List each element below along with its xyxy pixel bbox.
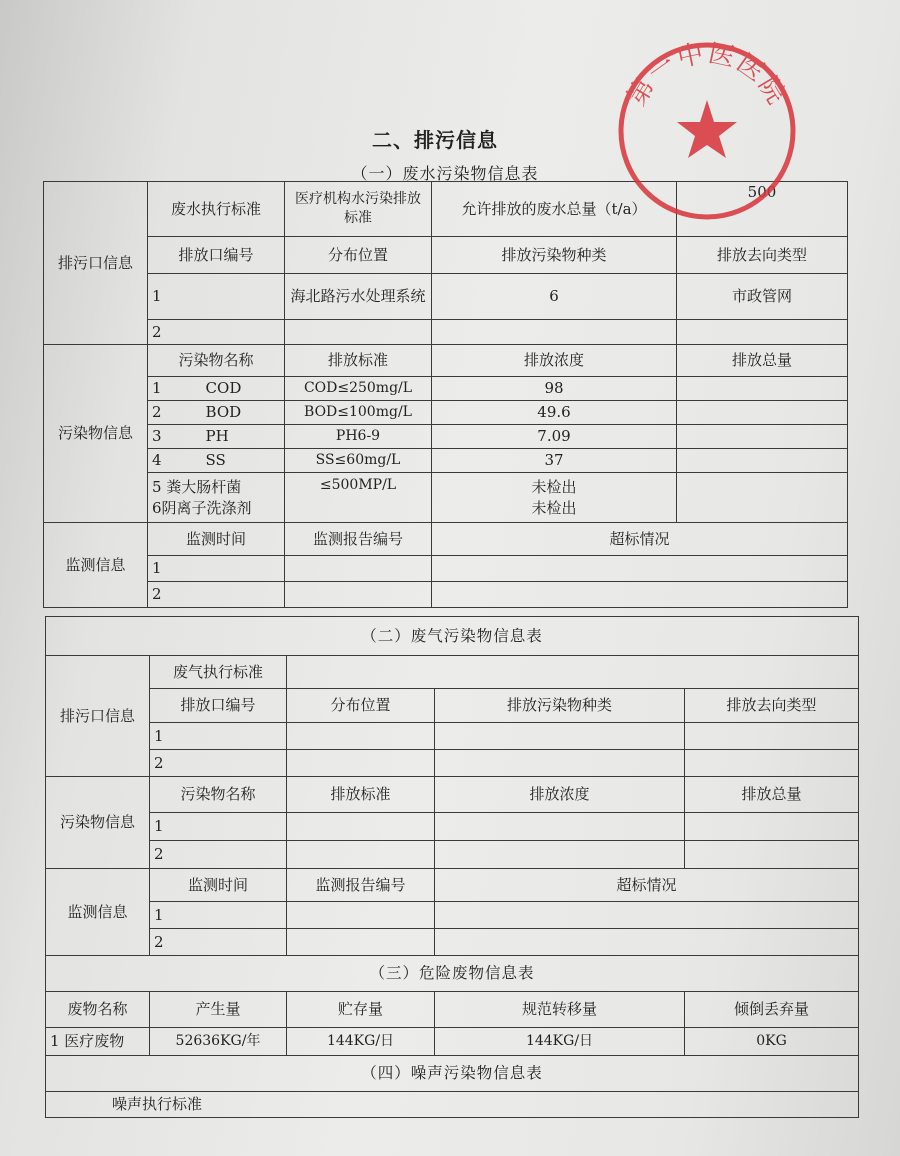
pollutant-6-conc: 未检出 (531, 498, 577, 517)
air-std-value (287, 656, 859, 689)
pollutant-name: BOD (205, 403, 242, 422)
water-pollutant-header-total: 排放总量 (677, 345, 848, 377)
noise-std-label: 噪声执行标准 (46, 1092, 859, 1118)
empty-cell (677, 401, 848, 425)
air-pollutant-header-name: 污染物名称 (150, 777, 287, 813)
empty-cell (677, 473, 848, 523)
hazard-header-stored: 贮存量 (287, 992, 435, 1028)
pollutant-no: 3 (152, 427, 162, 446)
empty-cell (435, 841, 685, 869)
hazard-row-transferred: 144KG/日 (435, 1028, 685, 1056)
page-title: 二、排污信息 (372, 128, 498, 152)
empty-cell (285, 556, 432, 582)
air-outlet-header-kinds: 排放污染物种类 (435, 689, 685, 723)
water-monitor-header-exceed: 超标情况 (432, 523, 848, 556)
air-monitor-row-1: 1 (150, 902, 287, 929)
water-allowed-value: 500 (677, 182, 848, 237)
pollutant-row-5-6-conc (432, 473, 677, 523)
pollutant-no: 2 (152, 403, 162, 422)
hazard-header-dumped: 倾倒丢弃量 (685, 992, 859, 1028)
air-outlet-header-no: 排放口编号 (150, 689, 287, 723)
empty-cell (685, 750, 859, 777)
empty-cell (287, 929, 435, 956)
hazard-row-dumped: 0KG (685, 1028, 859, 1056)
water-outlet-1-location: 海北路污水处理系统 (285, 274, 432, 320)
water-pollutant-header-standard: 排放标准 (285, 345, 432, 377)
empty-cell (677, 320, 848, 345)
seal-lettering: 第一中医医院 (621, 38, 793, 112)
water-monitor-row-1: 1 (148, 556, 285, 582)
pollutant-6-name: 6阴离子洗涤剂 (152, 498, 252, 517)
empty-cell (432, 556, 848, 582)
pollutant-row-4-conc: 37 (432, 449, 677, 473)
empty-cell (685, 841, 859, 869)
water-monitor-header-report: 监测报告编号 (285, 523, 432, 556)
noise-table-heading: （四）噪声污染物信息表 (46, 1056, 859, 1092)
empty-cell (285, 320, 432, 345)
air-pollutant-group-label: 污染物信息 (46, 777, 150, 869)
air-outlet-row-2: 2 (150, 750, 287, 777)
empty-cell (677, 425, 848, 449)
water-monitor-row-2: 2 (148, 582, 285, 608)
hazard-header-name: 废物名称 (46, 992, 150, 1028)
empty-cell (685, 813, 859, 841)
empty-cell (432, 582, 848, 608)
water-allowed-label: 允许排放的废水总量（t/a） (432, 182, 677, 237)
pollutant-5-name: 5 粪大肠杆菌 (152, 478, 242, 497)
empty-cell (287, 902, 435, 929)
air-table-heading: （二）废气污染物信息表 (46, 617, 859, 656)
hazard-header-produced: 产生量 (150, 992, 287, 1028)
water-outlet-1-no: 1 (148, 274, 285, 320)
air-outlet-group-label: 排污口信息 (46, 656, 150, 777)
empty-cell (287, 750, 435, 777)
air-pollutant-header-standard: 排放标准 (287, 777, 435, 813)
air-monitor-header-report: 监测报告编号 (287, 869, 435, 902)
air-monitor-header-time: 监测时间 (150, 869, 287, 902)
empty-cell (285, 582, 432, 608)
empty-cell (287, 841, 435, 869)
water-pollutant-header-name: 污染物名称 (148, 345, 285, 377)
pollutant-row-2-conc: 49.6 (432, 401, 677, 425)
air-monitor-header-exceed: 超标情况 (435, 869, 859, 902)
air-monitor-group-label: 监测信息 (46, 869, 150, 956)
pollutant-row-4-name (148, 449, 285, 473)
air-pollutant-row-1: 1 (150, 813, 287, 841)
empty-cell (435, 929, 859, 956)
empty-cell (435, 723, 685, 750)
empty-cell (677, 377, 848, 401)
pollutant-5-conc: 未检出 (531, 478, 577, 497)
air-outlet-header-location: 分布位置 (287, 689, 435, 723)
water-std-value: 医疗机构水污染排放标准 (285, 182, 432, 237)
empty-cell (432, 320, 677, 345)
emission-table-lower (45, 616, 859, 1118)
empty-cell (685, 723, 859, 750)
water-monitor-group-label: 监测信息 (44, 523, 148, 608)
hazard-row-stored: 144KG/日 (287, 1028, 435, 1056)
pollutant-row-3-standard: PH6-9 (285, 425, 432, 449)
water-outlet-header-dest: 排放去向类型 (677, 237, 848, 274)
air-outlet-row-1: 1 (150, 723, 287, 750)
empty-cell (677, 449, 848, 473)
empty-cell (435, 750, 685, 777)
water-monitor-header-time: 监测时间 (148, 523, 285, 556)
empty-cell (287, 813, 435, 841)
water-outlet-header-no: 排放口编号 (148, 237, 285, 274)
hazard-row-produced: 52636KG/年 (150, 1028, 287, 1056)
pollutant-name: COD (205, 379, 242, 398)
pollutant-no: 4 (152, 451, 162, 470)
pollutant-row-3-name (148, 425, 285, 449)
water-outlet-header-location: 分布位置 (285, 237, 432, 274)
wastewater-table (43, 181, 848, 608)
water-pollutant-header-conc: 排放浓度 (432, 345, 677, 377)
pollutant-row-2-standard: BOD≤100mg/L (285, 401, 432, 425)
water-table-heading: （一）废水污染物信息表 (351, 164, 539, 183)
water-pollutant-group-label: 污染物信息 (44, 345, 148, 523)
air-monitor-row-2: 2 (150, 929, 287, 956)
empty-cell (435, 813, 685, 841)
water-outlet-group-label: 排污口信息 (44, 182, 148, 345)
air-pollutant-header-conc: 排放浓度 (435, 777, 685, 813)
pollutant-row-4-standard: SS≤60mg/L (285, 449, 432, 473)
pollutant-row-1-standard: COD≤250mg/L (285, 377, 432, 401)
pollutant-name: SS (205, 451, 226, 470)
hazard-table-heading: （三）危险废物信息表 (46, 956, 859, 992)
hazard-row-name: 1 医疗废物 (46, 1028, 150, 1056)
water-outlet-1-dest: 市政管网 (677, 274, 848, 320)
air-pollutant-header-total: 排放总量 (685, 777, 859, 813)
empty-cell (287, 723, 435, 750)
water-outlet-2-no: 2 (148, 320, 285, 345)
air-std-label: 废气执行标准 (150, 656, 287, 689)
pollutant-name: PH (205, 427, 229, 446)
official-seal-stamp (614, 38, 800, 224)
air-outlet-header-dest: 排放去向类型 (685, 689, 859, 723)
hazard-header-transferred: 规范转移量 (435, 992, 685, 1028)
water-outlet-1-kinds: 6 (432, 274, 677, 320)
air-pollutant-row-2: 2 (150, 841, 287, 869)
pollutant-row-5-6-names (148, 473, 285, 523)
star-icon (677, 100, 737, 158)
pollutant-row-2-name (148, 401, 285, 425)
pollutant-row-1-name (148, 377, 285, 401)
pollutant-row-1-conc: 98 (432, 377, 677, 401)
water-outlet-header-kinds: 排放污染物种类 (432, 237, 677, 274)
pollutant-no: 1 (152, 379, 162, 398)
pollutant-row-5-standard: ≤500MP/L (285, 473, 432, 523)
water-std-label: 废水执行标准 (148, 182, 285, 237)
empty-cell (435, 902, 859, 929)
pollutant-row-3-conc: 7.09 (432, 425, 677, 449)
